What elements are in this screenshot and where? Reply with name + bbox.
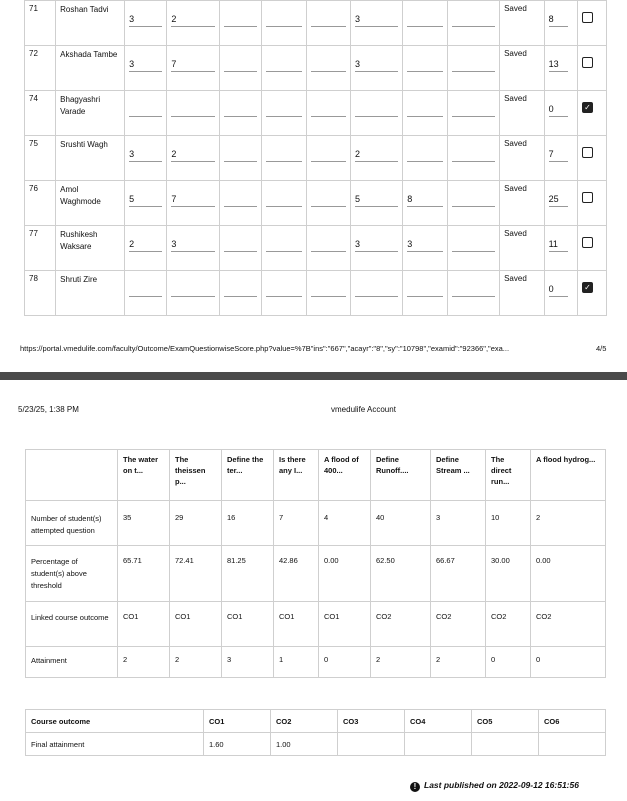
row-value: 2 [371,647,431,678]
score-input[interactable] [266,12,302,27]
score-input[interactable] [266,102,302,117]
score-input[interactable]: 5 [129,192,162,207]
percentage-row [26,546,606,602]
row-value: 29 [170,501,222,546]
final-attainment-label: Final attainment [26,733,204,756]
row-value: 0 [319,647,371,678]
total-input[interactable]: 0 [549,282,569,297]
score-input[interactable] [224,57,257,72]
score-input[interactable]: 3 [355,12,398,27]
score-cell [167,226,219,271]
row-value: 62.50 [371,546,431,602]
score-input[interactable] [224,282,257,297]
page-number: 4/5 [596,344,607,353]
row-label: Attainment [26,647,118,678]
row-value: 1 [274,647,319,678]
checkbox-cell [577,1,606,46]
score-input[interactable] [407,147,443,162]
save-status: Saved [500,181,545,226]
score-table [24,0,607,316]
score-cell [219,181,261,226]
row-value: 0 [531,647,606,678]
final-attainment-value: 1.60 [204,733,271,756]
score-input[interactable] [224,192,257,207]
score-input[interactable] [311,102,347,117]
checkbox-cell [577,91,606,136]
score-cell [219,1,261,46]
score-cell [351,181,403,226]
checked-checkbox-icon[interactable]: ✓ [582,102,593,113]
row-value: 2 [170,647,222,678]
checked-checkbox-icon[interactable]: ✓ [582,282,593,293]
checkbox-cell [577,136,606,181]
empty-checkbox-icon[interactable] [582,12,593,23]
row-value: 81.25 [222,546,274,602]
score-cell [262,226,307,271]
question-header: Is there any I... [274,450,319,501]
total-cell [544,226,577,271]
score-input[interactable] [452,192,495,207]
score-cell [306,271,351,316]
total-cell [544,271,577,316]
save-status: Saved [500,91,545,136]
row-value: 30.00 [486,546,531,602]
final-attainment-value: 1.00 [271,733,338,756]
score-cell [219,91,261,136]
score-cell [167,136,219,181]
total-input[interactable]: 7 [549,147,569,162]
score-input[interactable] [355,102,398,117]
score-input[interactable] [452,282,495,297]
total-input[interactable]: 11 [549,237,569,252]
score-input[interactable] [452,57,495,72]
score-cell [403,1,448,46]
outcome-col: CO6 [539,710,606,733]
score-cell [306,91,351,136]
student-row [25,271,607,316]
page-separator [0,372,627,380]
total-cell [544,91,577,136]
question-header: A flood of 400... [319,450,371,501]
score-input[interactable] [129,102,162,117]
page-url: https://portal.vmedulife.com/faculty/Outcome/ExamQuestionwiseScore.php?value=%7B"ins":"667","acayr":"8","sy":"10798","examid":"92366","exa... [20,344,510,353]
course-outcome-table [25,709,606,756]
score-cell [219,46,261,91]
student-row [25,91,607,136]
score-cell [262,1,307,46]
score-input[interactable]: 5 [355,192,398,207]
row-value: 10 [486,501,531,546]
score-input[interactable] [355,282,398,297]
score-input[interactable] [266,282,302,297]
score-cell [351,46,403,91]
score-input[interactable]: 2 [171,12,214,27]
total-input[interactable]: 25 [549,192,569,207]
score-cell [447,1,499,46]
row-value: 3 [431,501,486,546]
student-name: Akshada Tambe [56,46,125,91]
row-value: 0 [486,647,531,678]
score-cell [219,136,261,181]
final-attainment-row [26,733,606,756]
score-input[interactable] [171,282,214,297]
row-value: CO2 [531,602,606,647]
row-value: 7 [274,501,319,546]
score-input[interactable] [452,147,495,162]
checkbox-cell [577,271,606,316]
student-name: Rushikesh Waksare [56,226,125,271]
score-input[interactable] [311,192,347,207]
score-cell [167,91,219,136]
roll-number: 77 [25,226,56,271]
student-row [25,1,607,46]
score-cell [262,271,307,316]
student-name: Bhagyashri Varade [56,91,125,136]
score-input[interactable] [311,12,347,27]
last-published-text: Last published on 2022-09-12 16:51:56 [424,780,579,790]
score-cell [167,181,219,226]
row-value: 16 [222,501,274,546]
attempted-row [26,501,606,546]
score-cell [447,46,499,91]
empty-checkbox-icon[interactable] [582,192,593,203]
score-input[interactable] [224,147,257,162]
score-input[interactable] [171,102,214,117]
attainment-row [26,647,606,678]
linked-outcome-row [26,602,606,647]
question-attainment-table [25,449,606,678]
score-cell [403,181,448,226]
row-value: 72.41 [170,546,222,602]
row-value: 42.86 [274,546,319,602]
total-cell [544,1,577,46]
score-cell [167,46,219,91]
score-input[interactable] [311,57,347,72]
score-input[interactable] [452,102,495,117]
row-value: 3 [222,647,274,678]
row-value: CO1 [319,602,371,647]
final-attainment-value [472,733,539,756]
checkbox-cell [577,226,606,271]
score-cell [306,136,351,181]
score-input[interactable]: 2 [355,147,398,162]
score-cell [125,226,167,271]
question-header: The theissen p... [170,450,222,501]
save-status: Saved [500,271,545,316]
score-input[interactable] [224,12,257,27]
row-label: Linked course outcome [26,602,118,647]
score-input[interactable] [266,237,302,252]
score-cell [262,46,307,91]
score-cell [219,271,261,316]
score-input[interactable]: 7 [171,192,214,207]
score-input[interactable]: 2 [171,147,214,162]
total-cell [544,136,577,181]
score-input[interactable]: 3 [355,237,398,252]
score-cell [351,91,403,136]
question-header-row [26,450,606,501]
row-value: 35 [118,501,170,546]
score-cell [351,226,403,271]
empty-header-cell [26,450,118,501]
row-value: 65.71 [118,546,170,602]
score-cell [447,91,499,136]
empty-checkbox-icon[interactable] [582,147,593,158]
student-name: Roshan Tadvi [56,1,125,46]
score-input[interactable] [407,12,443,27]
roll-number: 75 [25,136,56,181]
score-input[interactable]: 7 [171,57,214,72]
row-value: 2 [118,647,170,678]
question-header: Define Runoff.... [371,450,431,501]
score-cell [125,91,167,136]
row-value: 0.00 [319,546,371,602]
roll-number: 71 [25,1,56,46]
score-cell [306,46,351,91]
score-cell [351,271,403,316]
row-value: 2 [431,647,486,678]
final-attainment-value [539,733,606,756]
score-input[interactable] [266,57,302,72]
row-value: CO1 [274,602,319,647]
score-cell [167,271,219,316]
score-input[interactable]: 8 [407,192,443,207]
outcome-col: CO5 [472,710,539,733]
question-header: The water on t... [118,450,170,501]
score-input[interactable] [311,147,347,162]
row-value: 66.67 [431,546,486,602]
question-header: The direct run... [486,450,531,501]
info-icon: ! [410,782,420,792]
score-cell [403,226,448,271]
row-label: Number of student(s) attempted question [26,501,118,546]
save-status: Saved [500,226,545,271]
pdf-page-5 [0,380,627,801]
total-input[interactable]: 0 [549,102,569,117]
student-row [25,46,607,91]
score-input[interactable]: 3 [355,57,398,72]
last-published [410,780,579,792]
student-row [25,181,607,226]
outcome-col: CO1 [204,710,271,733]
row-value: 0.00 [531,546,606,602]
score-input[interactable] [407,57,443,72]
score-input[interactable] [311,282,347,297]
roll-number: 74 [25,91,56,136]
final-attainment-value [338,733,405,756]
score-cell [403,91,448,136]
score-cell [447,181,499,226]
save-status: Saved [500,46,545,91]
score-input[interactable] [452,12,495,27]
total-cell [544,46,577,91]
student-name: Shruti Zire [56,271,125,316]
score-input[interactable] [452,237,495,252]
roll-number: 72 [25,46,56,91]
score-cell [262,181,307,226]
score-cell [351,1,403,46]
score-input[interactable] [224,102,257,117]
score-input[interactable]: 3 [407,237,443,252]
site-title: vmedulife Account [331,405,396,414]
row-value: CO1 [118,602,170,647]
score-input[interactable] [266,147,302,162]
score-cell [351,136,403,181]
print-date: 5/23/25, 1:38 PM [18,405,79,414]
total-cell [544,181,577,226]
score-cell [125,1,167,46]
total-input[interactable]: 8 [549,12,569,27]
checkbox-cell [577,46,606,91]
score-input[interactable]: 2 [129,237,162,252]
score-cell [447,226,499,271]
row-value: CO2 [431,602,486,647]
score-cell [306,181,351,226]
save-status: Saved [500,136,545,181]
score-cell [403,271,448,316]
score-cell [447,136,499,181]
save-status: Saved [500,1,545,46]
roll-number: 76 [25,181,56,226]
score-cell [125,271,167,316]
outcome-header-label: Course outcome [26,710,204,733]
row-value: CO1 [222,602,274,647]
question-header: A flood hydrog... [531,450,606,501]
score-input[interactable] [129,282,162,297]
score-cell [125,181,167,226]
row-value: CO2 [371,602,431,647]
score-input[interactable]: 3 [129,147,162,162]
row-value: 40 [371,501,431,546]
score-input[interactable] [266,192,302,207]
score-cell [403,136,448,181]
score-input[interactable]: 3 [129,12,162,27]
row-value: CO1 [170,602,222,647]
empty-checkbox-icon[interactable] [582,237,593,248]
row-value: CO2 [486,602,531,647]
score-input[interactable] [407,282,443,297]
score-cell [306,226,351,271]
student-name: Amol Waghmode [56,181,125,226]
pdf-page-4 [0,0,627,374]
question-header: Define the ter... [222,450,274,501]
roll-number: 78 [25,271,56,316]
score-cell [167,1,219,46]
question-header: Define Stream ... [431,450,486,501]
score-cell [262,91,307,136]
total-input[interactable]: 13 [549,57,569,72]
outcome-col: CO4 [405,710,472,733]
row-value: 2 [531,501,606,546]
outcome-header-row [26,710,606,733]
student-row [25,136,607,181]
score-input[interactable]: 3 [129,57,162,72]
score-cell [403,46,448,91]
outcome-col: CO2 [271,710,338,733]
final-attainment-value [405,733,472,756]
score-cell [447,271,499,316]
score-cell [306,1,351,46]
empty-checkbox-icon[interactable] [582,57,593,68]
score-input[interactable] [311,237,347,252]
row-label: Percentage of student(s) above threshold [26,546,118,602]
score-cell [219,226,261,271]
student-name: Srushti Wagh [56,136,125,181]
checkbox-cell [577,181,606,226]
outcome-col: CO3 [338,710,405,733]
score-input[interactable] [224,237,257,252]
score-cell [125,136,167,181]
score-cell [125,46,167,91]
student-row [25,226,607,271]
score-input[interactable]: 3 [171,237,214,252]
score-input[interactable] [407,102,443,117]
score-cell [262,136,307,181]
row-value: 4 [319,501,371,546]
